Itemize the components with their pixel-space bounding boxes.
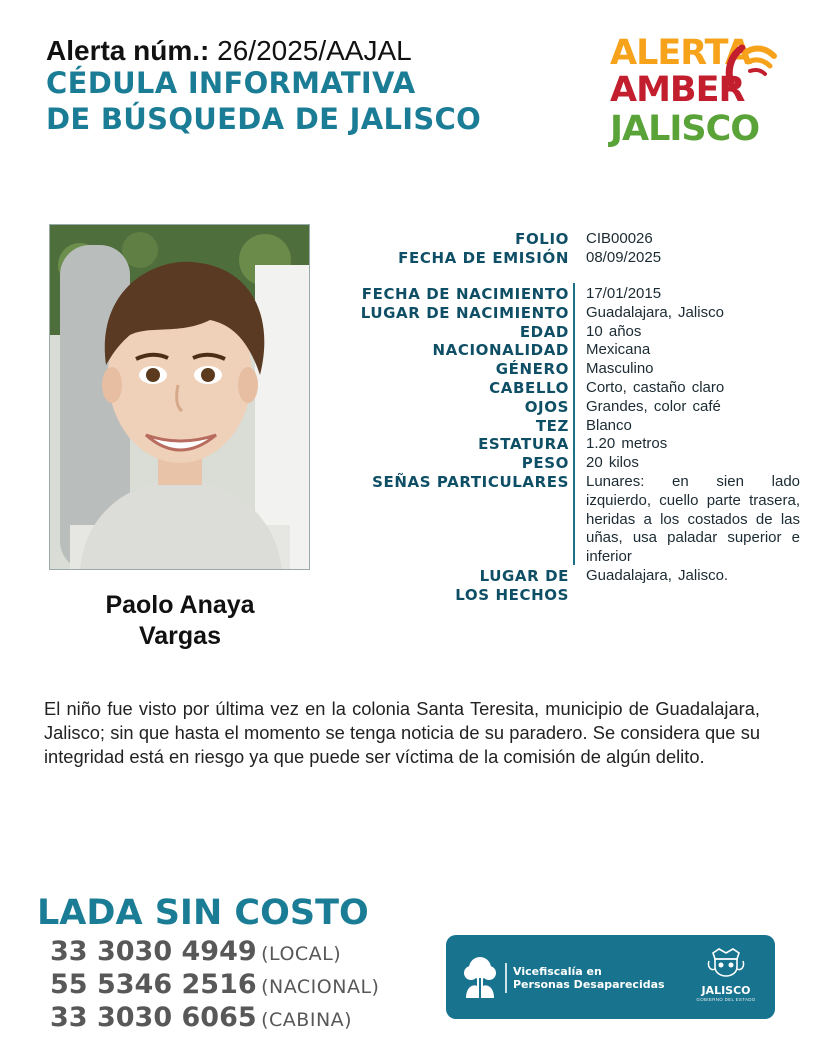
detail-label: SEÑAS PARTICULARES	[372, 473, 569, 491]
document-title-line-2: DE BÚSQUEDA DE JALISCO	[46, 102, 482, 136]
person-name-line-2: Vargas	[138, 622, 221, 650]
phone-cabina	[50, 1002, 352, 1036]
detail-label: FECHA DE EMISIÓN	[398, 248, 569, 267]
detail-label: LUGAR DE LOS HECHOS	[455, 567, 569, 604]
amber-wave-icon	[724, 38, 784, 93]
phone-type: (LOCAL)	[261, 943, 342, 965]
phone-number: 55 5346 2516	[50, 969, 257, 1000]
toll-free-heading: LADA SIN COSTO	[37, 893, 369, 933]
state-subtitle: GOBIERNO DEL ESTADO	[696, 997, 756, 1002]
detail-value: 20 kilos	[586, 454, 639, 472]
jalisco-government-logo	[694, 947, 758, 1003]
alert-number-value: 26/2025/AAJAL	[217, 35, 412, 66]
phone-type: (NACIONAL)	[261, 976, 380, 998]
state-name: JALISCO	[701, 984, 751, 997]
detail-label: ESTATURA	[478, 435, 569, 454]
detail-value: Grandes, color café	[586, 397, 721, 415]
case-description: El niño fue visto por última vez en la colonia Santa Teresita, municipio de Guadalajara, Jalisco; sin que hasta el momento se tenga noticia de su paradero. Se considera que su integridad está en riesgo ya que puede ser víctima de la comisión de algún delito.	[44, 698, 760, 768]
vicefiscalia-badge	[446, 935, 775, 1019]
detail-label: PESO	[521, 454, 569, 473]
detail-value: Guadalajara, Jalisco	[586, 303, 724, 321]
detail-label: NACIONALIDAD	[432, 341, 569, 360]
phone-nacional	[50, 969, 379, 1003]
alert-number-label: Alerta núm.:	[46, 35, 210, 66]
phone-number: 33 3030 6065	[50, 1002, 257, 1033]
detail-label: TEZ	[535, 416, 569, 435]
phone-number: 33 3030 4949	[50, 936, 257, 967]
phone-local	[50, 936, 341, 970]
detail-value: CIB00026	[586, 230, 653, 247]
missing-person-photo	[49, 224, 310, 570]
person-name-line-1: Paolo Anaya	[105, 591, 255, 619]
detail-label: EDAD	[519, 322, 569, 341]
phone-type: (CABINA)	[261, 1009, 353, 1031]
logo-word-amber: AMBER	[610, 70, 745, 110]
agency-name-line-1: Vicefiscalía en	[513, 965, 602, 978]
alerta-amber-jalisco-logo	[606, 34, 786, 164]
badge-divider	[505, 963, 507, 993]
detail-label: FOLIO	[515, 230, 569, 248]
detail-value: 08/09/2025	[586, 248, 662, 266]
detail-value: Lunares: en sien lado izquierdo, cuello parte trasera, heridas a los costados de las uñas, usa paladar superior e inferior	[586, 473, 800, 566]
detail-value: Blanco	[586, 416, 632, 434]
detail-label: CABELLO	[489, 379, 569, 397]
detail-label: OJOS	[524, 397, 569, 416]
detail-label: GÉNERO	[495, 360, 569, 379]
detail-value: 17/01/2015	[586, 285, 662, 302]
vicefiscalia-tree-icon	[462, 956, 498, 1000]
detail-value: Guadalajara, Jalisco.	[586, 567, 729, 584]
child-portrait-illustration	[50, 225, 310, 570]
agency-name-line-2: Personas Desaparecidas	[513, 978, 665, 991]
detail-value: 1.20 metros	[586, 435, 668, 453]
alert-number-line	[46, 36, 412, 66]
logo-word-jalisco: JALISCO	[610, 109, 760, 149]
jalisco-coat-of-arms-icon	[707, 947, 745, 977]
agency-name	[513, 965, 665, 991]
detail-value: Masculino	[586, 360, 654, 378]
logo-word-alerta: ALERTA	[610, 33, 751, 73]
detail-value: Mexicana	[586, 341, 651, 359]
detail-value: 10 años	[586, 322, 642, 340]
detail-label: LUGAR DE NACIMIENTO	[360, 303, 569, 322]
document-title-line-1: CÉDULA INFORMATIVA	[46, 66, 416, 100]
detail-value: Corto, castaño claro	[586, 379, 725, 396]
details-divider	[573, 283, 575, 565]
detail-label: FECHA DE NACIMIENTO	[361, 285, 569, 303]
